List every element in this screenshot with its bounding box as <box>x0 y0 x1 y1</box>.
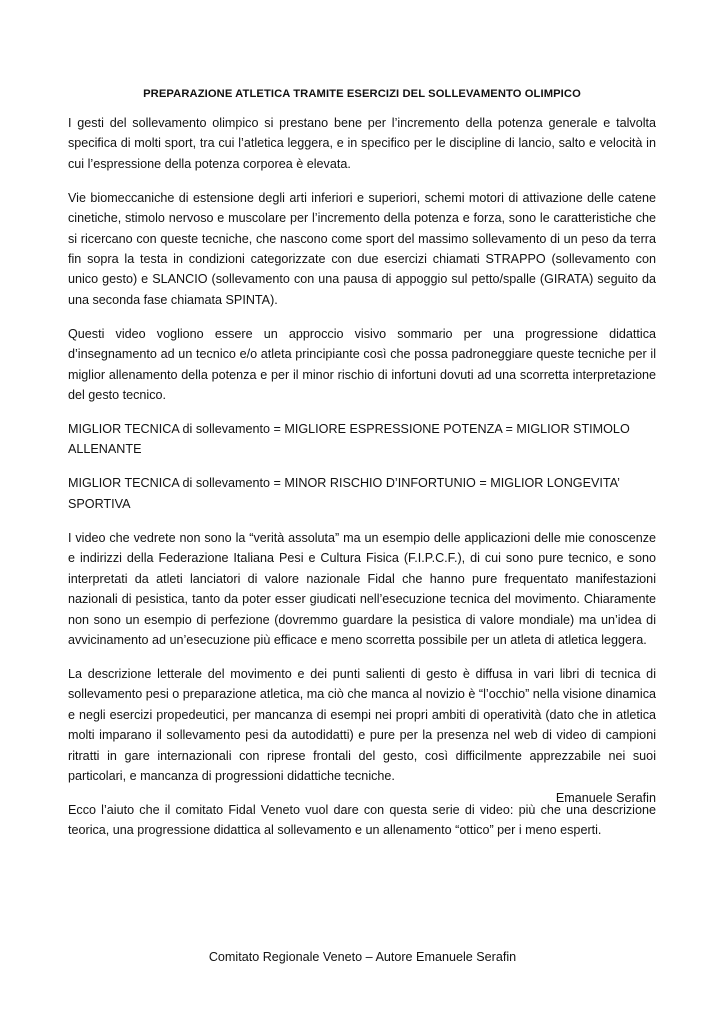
paragraph-intro: I gesti del sollevamento olimpico si prestano bene per l’incremento della potenza generale e talvolta specifica di molti sport, tra cui l’atletica leggera, e in specifico per le discipline di lancio, salto e velocità in cui l’espressione della potenza corporea è elevata. <box>68 116 656 171</box>
page-footer: Comitato Regionale Veneto – Autore Emanuele Serafin <box>208 950 517 964</box>
paragraph-description: La descrizione letterale del movimento e dei punti salienti di gesto è diffusa in vari libri di tecnica di sollevamento pesi o preparazione atletica, ma ciò che manca al novizio è “l’occhio” nella visione dinamica e negli esercizi propedeutici, per mancanza di esempi nei propri ambiti di operatività (dato che in atletica molti imparano il sollevamento pesi da autodidatti) e pure per la presenza nel web di video di campioni ritratti in gare internazionali con riprese frontali del gesto, così difficilmente apprezzabile nei suoi particolari, e mancanza di progressioni didattiche tecniche. <box>68 666 657 783</box>
paragraph-videos: I video che vedrete non sono la “verità assoluta” ma un esempio delle applicazioni delle mie conoscenze e indirizzi della Federazione Italiana Pesi e Cultura Fisica (F.I.P.C.F.), di cui sono pure tecnico, e sono interpretati da atleti lanciatori di valore nazionale Fidal che hanno pure frequentato manifestazioni nazionali di pesistica, tanto da poter esser giudicati nell’esecuzione tecnica del movimento. Chiaramente non sono un esempio di perfezione (dovremmo guardare la pesistica di valore mondiale) ma un’idea di avvicinamento ad un’esecuzione più efficace e meno scorretta possibile per un atleta di atletica leggera. <box>68 530 656 647</box>
document-title: PREPARAZIONE ATLETICA TRAMITE ESERCIZI DEL SOLLEVAMENTO OLIMPICO <box>143 88 581 100</box>
paragraph-closing: Ecco l’aiuto che il comitato Fidal Veneto vuol dare con questa serie di video: più che una descrizione teorica, una progressione didattica al sollevamento e un allenamento “ottico” per i meno esperti. <box>68 802 656 838</box>
equation-power: MIGLIOR TECNICA di sollevamento = MIGLIORE ESPRESSIONE POTENZA = MIGLIOR STIMOLO ALLENANTE <box>68 422 630 457</box>
paragraph-video-purpose: Questi video vogliono essere un approccio visivo sommario per una progressione didattica d’insegnamento ad un tecnico e/o atleta principiante così che possa padroneggiare queste tecniche per il miglior allenamento della potenza e per il minor rischio di infortuni dovuti ad una scorretta interpretazione del gesto tecnico. <box>68 326 656 403</box>
author-signature: Emanuele Serafin <box>555 791 656 805</box>
equation-longevity: MIGLIOR TECNICA di sollevamento = MINOR RISCHIO D’INFORTUNIO = MIGLIOR LONGEVITA’ SPORTIVA <box>68 476 620 511</box>
document-body <box>68 88 656 854</box>
paragraph-biomechanics: Vie biomeccaniche di estensione degli arti inferiori e superiori, schemi motori di attivazione delle catene cinetiche, stimolo nervoso e muscolare per l’incremento della potenza e forza, sono le caratteristiche che si ricercano con queste tecniche, che nascono come sport del massimo sollevamento di un peso da terra fin sopra la testa in condizioni categorizzate con due esercizi chiamati STRAPPO (sollevamento con unico gesto) e SLANCIO (sollevamento con una pausa di appoggio sul petto/spalle (GIRATA) seguito da una seconda fase chiamata SPINTA). <box>68 190 656 307</box>
